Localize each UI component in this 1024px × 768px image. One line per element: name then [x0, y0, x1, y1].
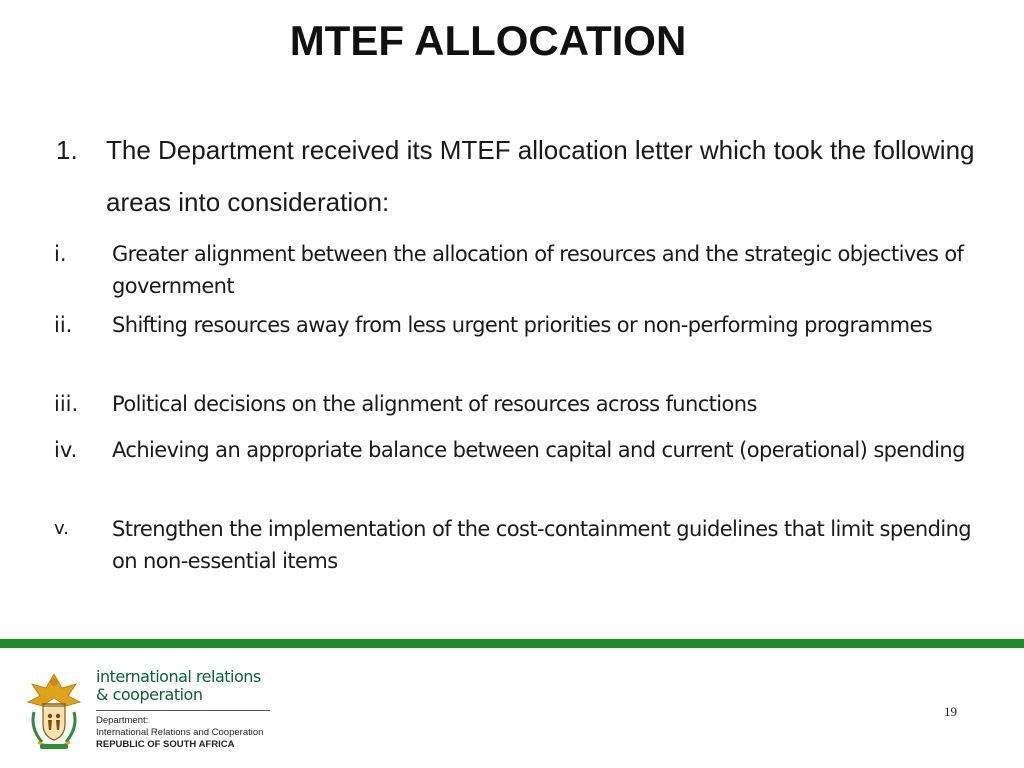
- list-item: [54, 513, 974, 577]
- list-item-number: i.: [54, 242, 67, 266]
- footer-accent-bar: [0, 639, 1024, 648]
- list-item-number: iii.: [54, 392, 79, 416]
- list-item-text: Shifting resources away from less urgent priorities or non-performing programmes: [112, 313, 933, 337]
- list-item: [54, 434, 974, 466]
- brand-line-1: international relations: [96, 667, 261, 686]
- intro-paragraph: [56, 124, 976, 228]
- coat-of-arms-icon: [24, 668, 84, 752]
- dept-name: International Relations and Cooperation: [96, 727, 264, 738]
- list-item-text: Political decisions on the alignment of resources across functions: [112, 392, 757, 416]
- intro-number: 1.: [56, 135, 78, 165]
- brand-line-2: & cooperation: [96, 685, 203, 704]
- department-logo: [24, 668, 284, 752]
- list-item: [54, 309, 974, 341]
- list-item-text: Strengthen the implementation of the cost-containment guidelines that limit spending on non-essential items: [112, 517, 972, 573]
- list-item-text: Greater alignment between the allocation of resources and the strategic objectives of government: [112, 242, 964, 298]
- slide-title: MTEF ALLOCATION: [289, 17, 687, 64]
- list-item-number: v.: [54, 518, 69, 539]
- list-item-text: Achieving an appropriate balance between capital and current (operational) spending: [112, 438, 965, 462]
- intro-text: The Department received its MTEF allocation letter which took the following areas into consideration:: [106, 135, 975, 217]
- list-item-number: ii.: [54, 313, 73, 337]
- list-item: [54, 238, 974, 302]
- list-item-number: iv.: [54, 438, 78, 462]
- logo-text: [96, 668, 296, 751]
- dept-label: Department:: [96, 715, 149, 726]
- page-number: 19: [944, 704, 957, 719]
- list-item: [54, 388, 974, 420]
- logo-divider: [96, 710, 270, 711]
- country-name: REPUBLIC OF SOUTH AFRICA: [96, 739, 235, 750]
